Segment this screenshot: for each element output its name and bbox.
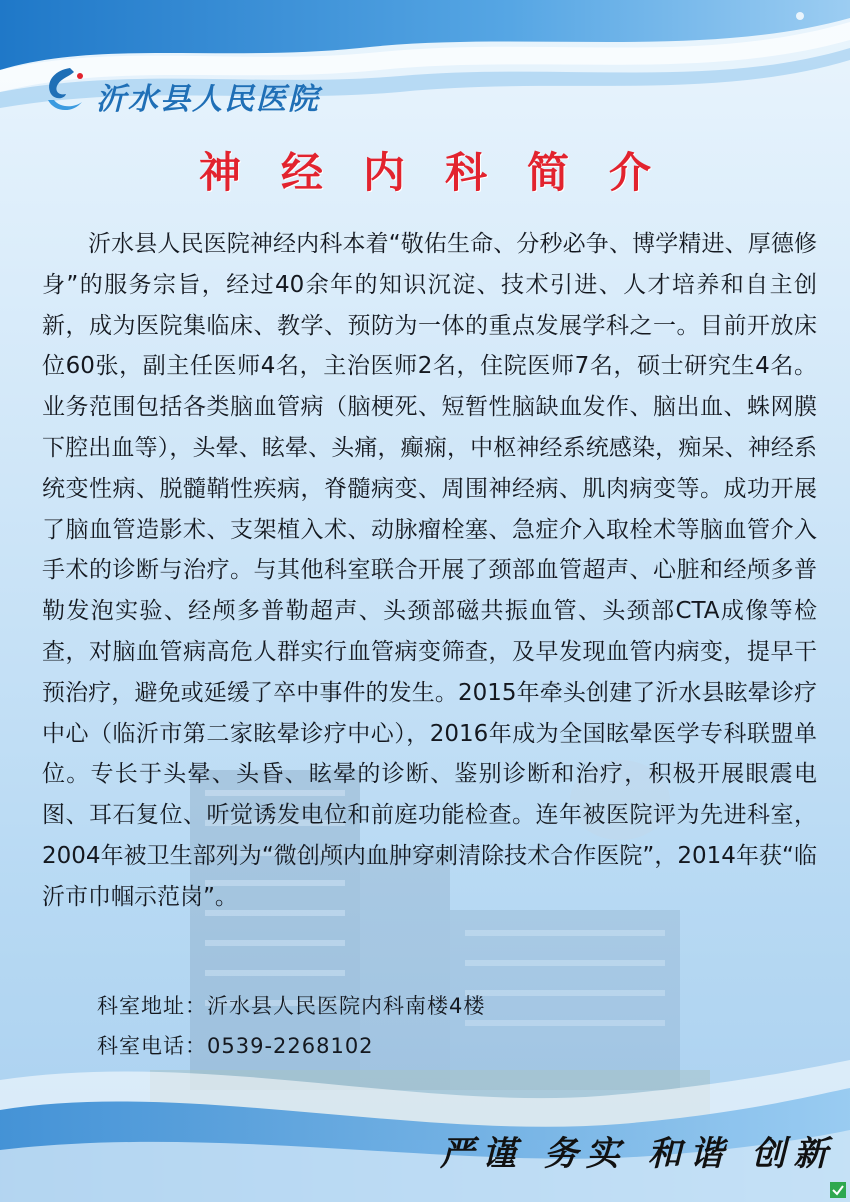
hospital-name: 沂水县人民医院 [96,82,320,117]
department-phone: 科室电话：0539-2268102 [97,1034,374,1058]
department-introduction-text: 沂水县人民医院神经内科本着“敬佑生命、分秒必争、博学精进、厚德修身”的服务宗旨，经过40余年的知识沉淀、技术引进、人才培养和自主创新，成为医院集临床、教学、预防为一体的重点发展学科之一。目前开放床位60张，副主任医师4名，主治医师2名，住院医师7名，硕士研究生4名。业务范围包括各类脑血管病（脑梗死、短暂性脑缺血发作、脑出血、蛛网膜下腔出血等），头晕、眩晕、头痛，癫痫，中枢神经系统感染，痴呆、神经系统变性病、脱髓鞘性疾病，脊髓病变、周围神经病、肌肉病变等。成功开展了脑血管造影术、支架植入术、动脉瘤栓塞、急症介入取栓术等脑血管介入手术的诊断与治疗。与其他科室联合开展了颈部血管超声、心脏和经颅多普勒发泡实验、经颅多普勒超声、头颈部磁共振血管、头颈部CTA成像等检查，对脑血管病高危人群实行血管病变筛查，及早发现血管内病变，提早干预治疗，避免或延缓了卒中事件的发生。2015年牵头创建了沂水县眩晕诊疗中心（临沂市第二家眩晕诊疗中心），2016年成为全国眩晕医学专科联盟单位。专长于头晕、头昏、眩晕的诊断、鉴别诊断和治疗，积极开展眼震电图、耳石复位、听觉诱发电位和前庭功能检查。连年被医院评为先进科室，2004年被卫生部列为“微创颅内血肿穿刺清除技术合作医院”，2014年获“临沂市巾帼示范岗”。 [42,231,817,910]
bottom-wave-decoration [0,1040,850,1202]
page-title: 神经内科简介 [198,148,691,197]
corner-checkmark-icon [830,1182,846,1198]
department-address: 科室地址：沂水县人民医院内科南楼4楼 [97,994,486,1018]
swirl-logo-icon [40,66,86,116]
hospital-slogan: 严谨 务实 和谐 创新 [440,1134,836,1174]
